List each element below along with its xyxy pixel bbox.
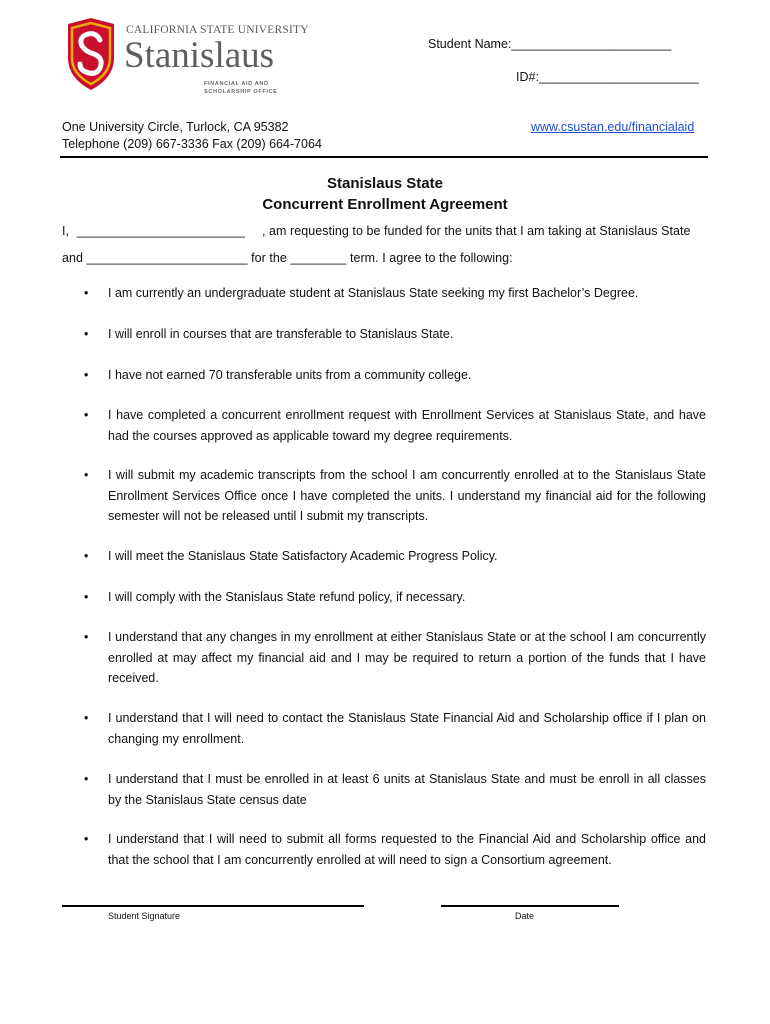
logo-office-line2: SCHOLARSHIP OFFICE [204,89,278,95]
student-id-field[interactable]: ID#:_______________________ [516,70,699,84]
header-divider [60,156,708,158]
clause-text: I will comply with the Stanislaus State refund policy, if necessary. [108,590,466,604]
bullet-icon: • [84,711,89,725]
date-label: Date [515,911,535,921]
student-signature-label: Student Signature [108,911,181,921]
clause-text: I have not earned 70 transferable units from a community college. [108,368,472,382]
bullet-icon: • [84,772,89,786]
clause-item [84,324,706,345]
clause-item [84,769,706,810]
bullet-icon: • [84,327,89,341]
bullet-icon: • [84,286,89,300]
clause-item [84,708,706,749]
clause-text: I have completed a concurrent enrollment request with Enrollment Services at Stanislaus State, and have had the courses approved as applicable toward my degree requirements. [108,408,706,443]
shield-logo-icon [66,18,116,90]
clause-item [84,405,706,446]
bullet-icon: • [84,368,89,382]
clause-text: I understand that I must be enrolled in at least 6 units at Stanislaus State and must be enroll in all classes by the Stanislaus State census date [108,772,706,807]
clause-text: I understand that I will need to contact the Stanislaus State Financial Aid and Scholarship office if I plan on changing my enrollment. [108,711,706,746]
bullet-icon: • [84,468,89,482]
clause-text: I understand that I will need to submit all forms requested to the Financial Aid and Scholarship office and that the school that I am concurrently enrolled at will need to sign a Consortium agreement. [108,832,706,867]
clause-item [84,283,706,304]
office-phone-fax: Telephone (209) 667-3336 Fax (209) 664-7064 [62,137,322,151]
clause-item [84,587,706,608]
bullet-icon: • [84,408,89,422]
document-title-line2: Concurrent Enrollment Agreement [262,196,508,213]
name-blank-field[interactable]: ________________________ [77,224,246,238]
student-signature-line[interactable] [62,905,364,907]
logo-university-name: CALIFORNIA STATE UNIVERSITY [126,24,309,36]
clause-item [84,546,706,567]
office-address: One University Circle, Turlock, CA 95382 [62,120,289,134]
date-signature-line[interactable] [441,905,619,907]
clause-text: I am currently an undergraduate student at Stanislaus State seeking my first Bachelor’s Degree. [108,286,639,300]
website-link[interactable]: www.csustan.edu/financialaid [531,120,695,134]
clause-item [84,627,706,689]
clause-text: I will submit my academic transcripts from the school I am concurrently enrolled at to the Stanislaus State Enrollment Services Office once I have completed the units. I understand my financial aid for the following semester will not be released until I submit my transcripts. [108,468,706,523]
clause-text: I understand that any changes in my enrollment at either Stanislaus State or at the school I am concurrently enrolled at may affect my financial aid and I may be required to return a portion of the funds that I have received. [108,630,706,685]
bullet-icon: • [84,590,89,604]
bullet-icon: • [84,832,89,846]
clause-item [84,465,706,527]
school-term-line[interactable]: and _______________________ for the ________ term. I agree to the following: [62,251,513,265]
logo-office-line1: FINANCIAL AID AND [204,81,269,87]
intro-statement: , am requesting to be funded for the units that I am taking at Stanislaus State [262,224,691,238]
clause-text: I will meet the Stanislaus State Satisfactory Academic Progress Policy. [108,549,498,563]
university-logo [66,18,309,98]
clause-text: I will enroll in courses that are transferable to Stanislaus State. [108,327,454,341]
student-name-field[interactable]: Student Name:_______________________ [428,37,672,51]
intro-prefix: I, [62,224,70,238]
logo-wordmark: Stanislaus [124,35,275,76]
logo-office-name [204,80,277,96]
bullet-icon: • [84,549,89,563]
document-title-line1: Stanislaus State [327,175,443,192]
clause-item [84,365,706,386]
clause-item [84,829,706,870]
bullet-icon: • [84,630,89,644]
